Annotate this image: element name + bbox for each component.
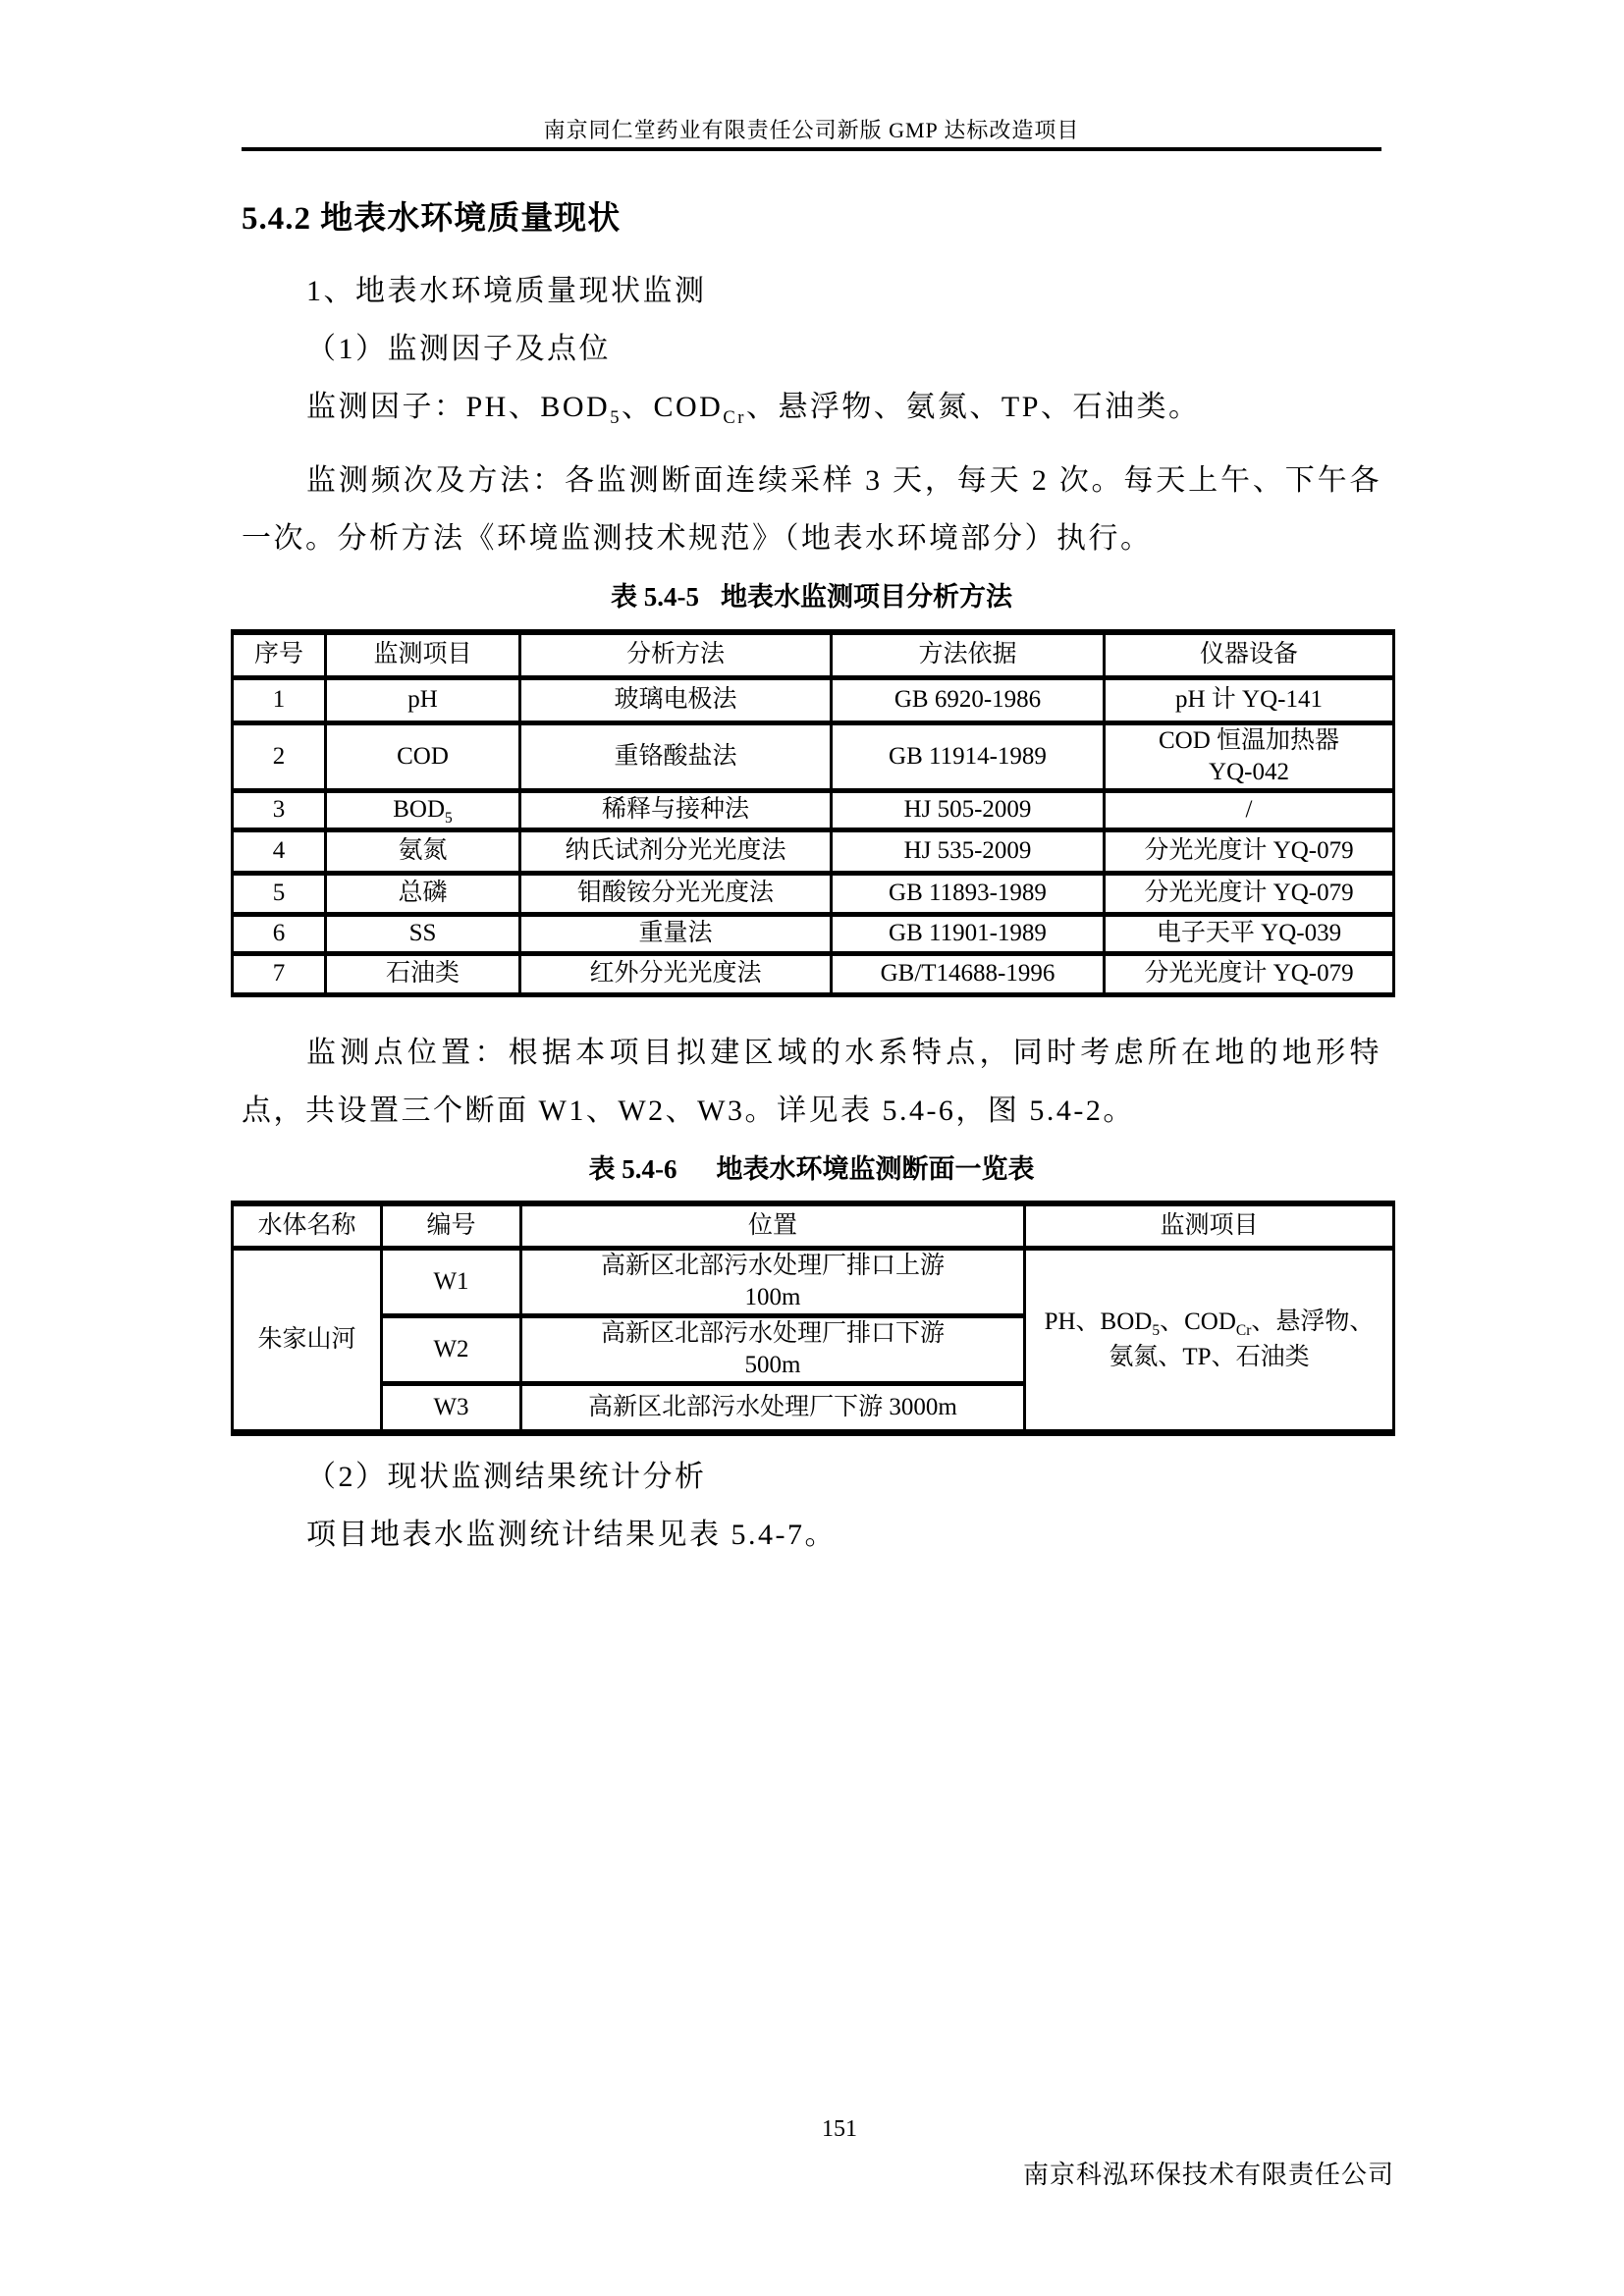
cell-instrument: 分光光度计 YQ-079 (1105, 953, 1394, 994)
table1-label: 表 5.4-5 (611, 582, 699, 612)
cell-item (326, 790, 520, 829)
cell-no: 1 (233, 677, 326, 722)
cell-no: 4 (233, 829, 326, 873)
cell-item: 石油类 (326, 953, 520, 994)
cell-basis: HJ 505-2009 (832, 790, 1105, 829)
column-header-basis: 方法依据 (832, 632, 1105, 677)
cell-item: 氨氮 (326, 829, 520, 873)
paragraph-monitoring-factors (242, 378, 1381, 436)
header-rule (242, 147, 1381, 151)
table-row (233, 829, 1394, 873)
location-line1: 高新区北部污水处理厂排口上游 (600, 1253, 945, 1279)
paragraph-frequency-method: 监测频次及方法：各监测断面连续采样 3 天，每天 2 次。每天上午、下午各一次。分析方法《环境监测技术规范》（地表水环境部分）执行。 (242, 464, 1381, 555)
cell-basis: GB/T14688-1996 (832, 953, 1105, 994)
column-header-no: 序号 (233, 632, 326, 677)
cell-instrument: / (1105, 790, 1394, 829)
cell-method: 玻璃电极法 (520, 677, 832, 722)
table-row (233, 722, 1394, 790)
column-header-items: 监测项目 (1025, 1203, 1394, 1249)
table-row (233, 677, 1394, 722)
table-row (233, 1249, 1394, 1316)
cell-instrument: 分光光度计 YQ-079 (1105, 873, 1394, 914)
section-heading: 5.4.2 地表水环境质量现状 (242, 201, 622, 237)
paragraph-monitoring-points: 监测点位置：根据本项目拟建区域的水系特点，同时考虑所在地的地形特点，共设置三个断面 W1、W2、W3。详见表 5.4-6，图 5.4-2。 (242, 1036, 1381, 1127)
location-line2: 500m (744, 1352, 801, 1378)
table-row (233, 790, 1394, 829)
instrument-line2: YQ-042 (1209, 758, 1289, 785)
column-header-item: 监测项目 (326, 632, 520, 677)
page-number: 151 (822, 2116, 857, 2142)
cell-location (521, 1316, 1025, 1384)
paragraph-factors-points-label: （1）监测因子及点位 (306, 333, 611, 365)
table2-label: 表 5.4-6 (588, 1153, 677, 1184)
table-row (233, 873, 1394, 914)
cell-method: 纳氏试剂分光光度法 (520, 829, 832, 873)
page-content (242, 199, 1381, 1564)
column-header-method: 分析方法 (520, 632, 832, 677)
footer-company: 南京科泓环保技术有限责任公司 (1022, 2161, 1394, 2189)
cell-no: 2 (233, 722, 326, 790)
column-header-instrument: 仪器设备 (1105, 632, 1394, 677)
factors-text-suffix: 、悬浮物、氨氮、TP、石油类。 (745, 391, 1201, 423)
items-text: 、COD (1160, 1308, 1236, 1335)
paragraph-results-reference: 项目地表水监测统计结果见表 5.4-7。 (306, 1519, 837, 1551)
instrument-line1: COD 恒温加热器 (1158, 726, 1340, 754)
cell-method: 重量法 (520, 914, 832, 953)
cell-method: 重铬酸盐法 (520, 722, 832, 790)
paragraph-monitoring-intro: 1、地表水环境质量现状监测 (306, 275, 707, 307)
paragraph-results-analysis-label: （2）现状监测结果统计分析 (306, 1461, 707, 1493)
cell-item: 总磷 (326, 873, 520, 914)
cod-subscript: Cr (1235, 1322, 1252, 1339)
item-main: BOD (393, 796, 446, 823)
cell-instrument (1105, 722, 1394, 790)
cell-basis: HJ 535-2009 (832, 829, 1105, 873)
location-line2: 100m (744, 1284, 801, 1310)
table1-header-row (233, 632, 1394, 677)
table-row (233, 953, 1394, 994)
cell-instrument: 电子天平 YQ-039 (1105, 914, 1394, 953)
table-row (233, 914, 1394, 953)
factors-text-mid: 、COD (622, 391, 724, 423)
cell-item: SS (326, 914, 520, 953)
items-line2: 氨氮、TP、石油类 (1109, 1344, 1310, 1370)
column-header-location: 位置 (521, 1203, 1025, 1249)
item-subscript: 5 (445, 810, 453, 827)
cell-instrument: pH 计 YQ-141 (1105, 677, 1394, 722)
factors-text-prefix: 监测因子：PH、BOD (306, 391, 611, 423)
bod-subscript: 5 (1152, 1322, 1161, 1339)
cell-code: W3 (382, 1384, 521, 1433)
bod-subscript: 5 (610, 407, 622, 428)
cell-water-body: 朱家山河 (233, 1249, 382, 1433)
table2-title (242, 1149, 1381, 1189)
cell-code: W2 (382, 1316, 521, 1384)
cell-method: 稀释与接种法 (520, 790, 832, 829)
column-header-code: 编号 (382, 1203, 521, 1249)
cell-no: 3 (233, 790, 326, 829)
table1-title (242, 577, 1381, 616)
items-text: PH、BOD (1044, 1308, 1153, 1335)
table2-header-row (233, 1203, 1394, 1249)
cell-instrument: 分光光度计 YQ-079 (1105, 829, 1394, 873)
cell-location (521, 1249, 1025, 1316)
cell-basis: GB 11893-1989 (832, 873, 1105, 914)
table1-title-text: 地表水监测项目分析方法 (721, 582, 1012, 612)
cell-basis: GB 6920-1986 (832, 677, 1105, 722)
running-header: 南京同仁堂药业有限责任公司新版 GMP 达标改造项目 (543, 118, 1080, 142)
cell-code: W1 (382, 1249, 521, 1316)
column-header-water-body: 水体名称 (233, 1203, 382, 1249)
items-text: 、悬浮物、 (1251, 1308, 1375, 1335)
cell-basis: GB 11914-1989 (832, 722, 1105, 790)
table2-title-text: 地表水环境监测断面一览表 (716, 1153, 1035, 1184)
analysis-methods-table (231, 629, 1395, 997)
items-line1 (1030, 1305, 1388, 1340)
cell-monitoring-items (1025, 1249, 1394, 1433)
cell-item: COD (326, 722, 520, 790)
monitoring-sections-table (231, 1201, 1395, 1437)
cell-no: 6 (233, 914, 326, 953)
cell-method: 红外分光光度法 (520, 953, 832, 994)
cell-no: 5 (233, 873, 326, 914)
location-line1: 高新区北部污水处理厂排口下游 (600, 1320, 945, 1347)
cell-no: 7 (233, 953, 326, 994)
cell-location: 高新区北部污水处理厂下游 3000m (521, 1384, 1025, 1433)
cod-subscript: Cr (723, 407, 746, 428)
cell-method: 钼酸铵分光光度法 (520, 873, 832, 914)
cell-basis: GB 11901-1989 (832, 914, 1105, 953)
cell-item: pH (326, 677, 520, 722)
